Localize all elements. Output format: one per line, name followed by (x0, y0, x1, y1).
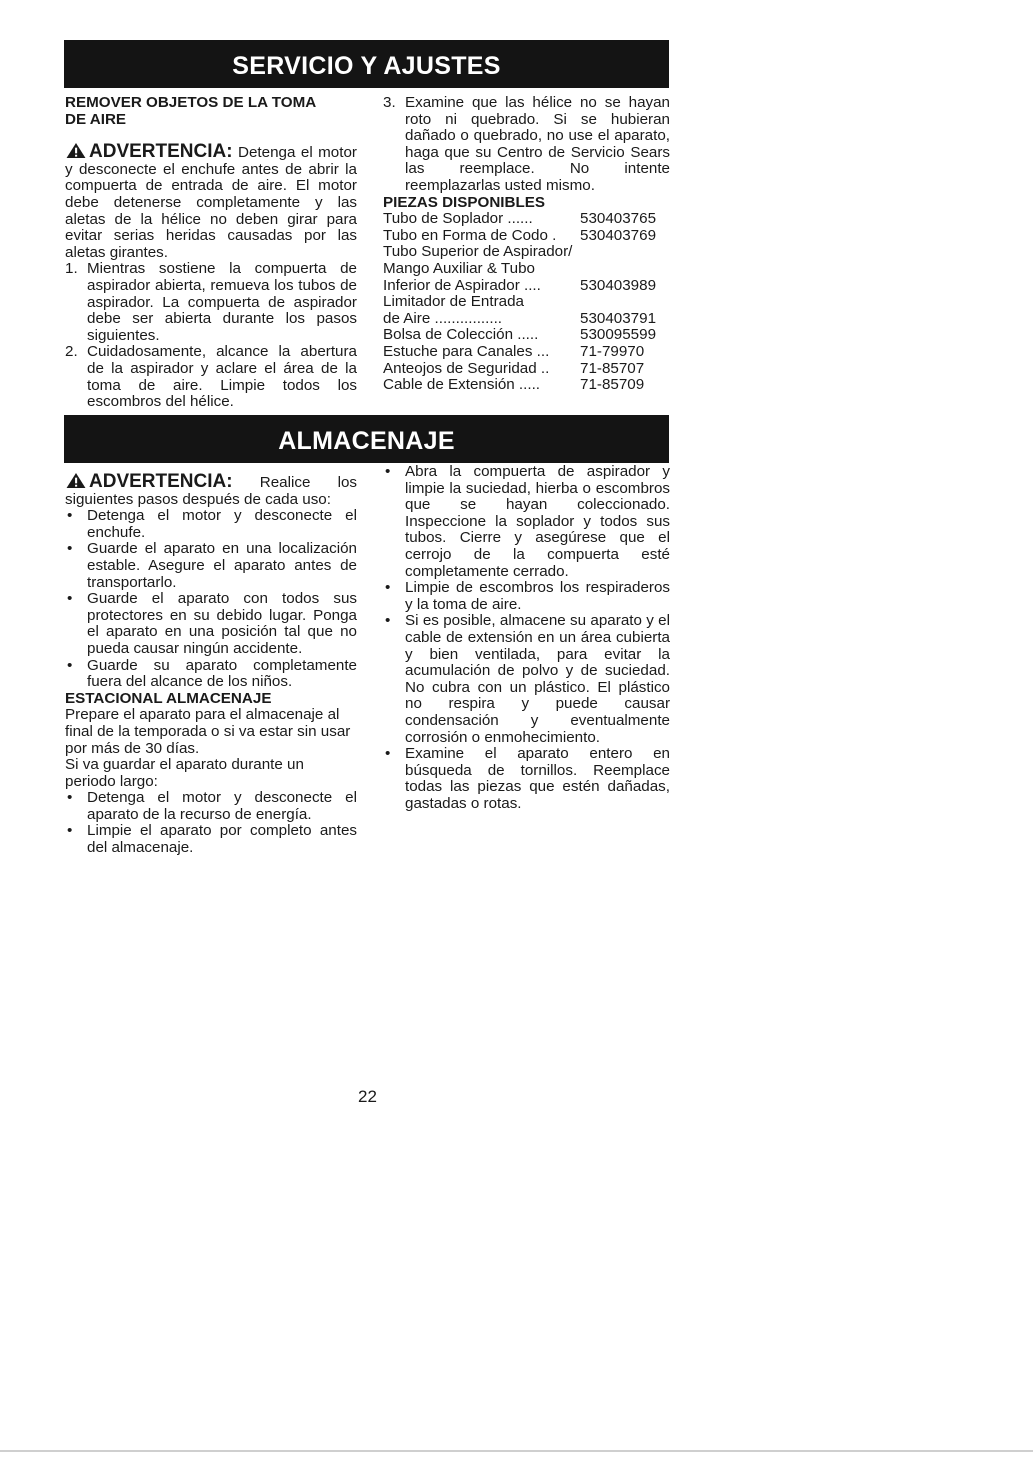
heading-piezas: PIEZAS DISPONIBLES (383, 193, 546, 211)
list-item: de Aire ................ 530403791 (383, 309, 657, 327)
column-almacenaje-left (65, 472, 357, 857)
heading-estacional: ESTACIONAL ALMACENAJE (65, 689, 272, 707)
list-item: Mango Auxiliar & Tubo (383, 260, 535, 277)
warning-triangle-icon (65, 472, 87, 489)
list-item: • Detenga el motor y desconecte el aparato de la recurso de energía. (67, 789, 357, 823)
section-banner-servicio: SERVICIO Y AJUSTES (64, 40, 669, 88)
page-number: 22 (358, 1087, 377, 1106)
list-item: • Limpie de escombros los respiraderos y la toma de aire. (385, 579, 670, 613)
list-item: • Guarde el aparato con todos sus protectores en su debido lugar. Ponga el aparato en una posición tal que no pueda causar ningún accidente. (67, 590, 357, 657)
warning-title: ADVERTENCIA: (89, 141, 233, 163)
column-almacenaje-right (383, 464, 670, 812)
warning-paragraph (65, 472, 357, 508)
seasonal-paragraph: Prepare el aparato para el almacenaje al final de la temporada o si va estar sin usar por más de 30 días. (65, 706, 351, 757)
list-item: Tubo de Soplador ...... 530403765 (383, 210, 657, 228)
list-item: Bolsa de Colección ..... 530095599 (383, 326, 657, 344)
warning-text: Realice los siguientes pasos después de cada uso: (65, 474, 357, 508)
list-item: • Abra la compuerta de aspirador y limpie la suciedad, hierba o escombros que se hayan coleccionado. Inspeccione la soplador y todos sus tubos. Cierre y asegúrese que el cerrojo de la compuerta esté completamente cerrado. (385, 463, 670, 580)
section-banner-almacenaje: ALMACENAJE (64, 415, 669, 463)
list-item: • Detenga el motor y desconecte el enchufe. (67, 507, 357, 541)
list-item: • Limpie el aparato por completo antes del almacenaje. (67, 822, 357, 857)
column-piezas (383, 95, 670, 394)
step-item: 1. Mientras sostiene la compuerta de aspirador abierta, remueva los tubos de aspirador. La compuerta de aspirador debe ser abierta durante los pasos siguientes. (65, 260, 357, 344)
step-item: 3. Examine que las hélice no se hayan roto ni quebrado. Si se hubieran dañado o quebrado, no use el aparato, haga que su Centro de Servicio Sears las reemplace. No intente reemplazarlas usted mismo. (383, 94, 670, 194)
heading-remover-objetos: REMOVER OBJETOS DE LA TOMA DE AIRE (65, 94, 317, 128)
list-item: Estuche para Canales ... 71-79970 (383, 342, 645, 360)
list-item: Inferior de Aspirador .... 530403989 (383, 276, 657, 294)
page-bottom-rule (0, 1450, 1033, 1452)
list-item: Cable de Extensión ..... 71-85709 (383, 376, 645, 394)
column-remover-objetos (65, 95, 357, 411)
list-item: • Si es posible, almacene su aparato y el cable de extensión en un área cubierta y bien ventilada, para evitar la acumulación de polvo y de suciedad. No cubra con un plástico. El plástico no respira y puede causar condensación y eventualmente corrosión o enmohecimiento. (385, 612, 670, 746)
warning-triangle-icon (65, 142, 87, 159)
warning-paragraph (65, 142, 357, 261)
seasonal-paragraph: Si va guardar el aparato durante un periodo largo: (65, 756, 304, 790)
list-item: • Examine el aparato entero en búsqueda de tornillos. Reemplace todas las piezas que estén dañadas, gastadas o rotas. (385, 745, 670, 812)
list-item: Tubo en Forma de Codo . 530403769 (383, 226, 657, 244)
warning-text: Detenga el motor y desconecte el enchufe antes de abrir la compuerta de entrada de aire. El motor debe detenerse completamente y las aletas de la hélice no deben girar para evitar serias heridas causadas por las aletas girantes. (65, 144, 357, 261)
list-item: Tubo Superior de Aspirador/ (383, 244, 573, 261)
list-item: • Guarde el aparato en una localización estable. Asegure el aparato antes de transportarlo. (67, 540, 357, 591)
step-item: 2. Cuidadosamente, alcance la abertura de la aspirador y aclare el área de la toma de aire. Limpie todos los escombros del hélice. (65, 343, 357, 411)
parts-list (383, 211, 670, 394)
warning-title: ADVERTENCIA: (89, 471, 233, 492)
list-item: Limitador de Entrada (383, 294, 524, 311)
list-item: • Guarde su aparato completamente fuera del alcance de los niños. (67, 656, 357, 691)
list-item: Anteojos de Seguridad .. 71-85707 (383, 359, 645, 377)
